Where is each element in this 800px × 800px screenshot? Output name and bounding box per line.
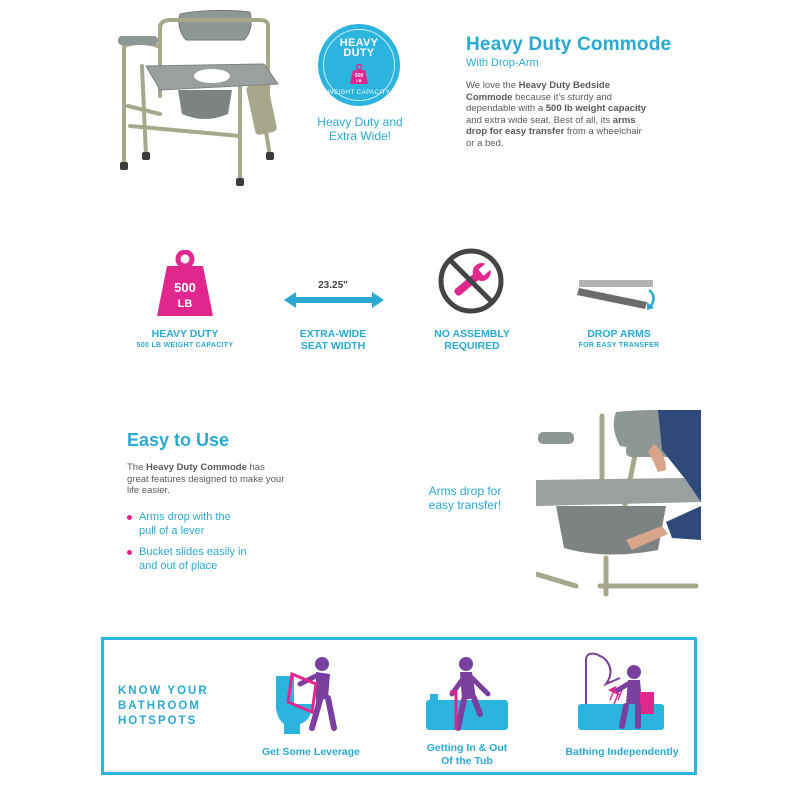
bullet-dot	[127, 515, 132, 520]
list-item: Bucket slides easily in and out of place	[127, 545, 307, 573]
feature-title: NO ASSEMBLY REQUIRED	[434, 328, 510, 352]
badge-weight-number: 500	[354, 73, 364, 79]
tub-person-icon	[424, 654, 510, 745]
width-arrow-icon	[284, 290, 384, 315]
drop-arm-photo	[536, 410, 701, 598]
hotspot-label: Getting In & Out Of the Tub	[426, 742, 508, 767]
feature-extra-wide	[270, 250, 400, 360]
toilet-person-icon	[272, 654, 352, 739]
weight-icon-number: 500	[174, 280, 196, 295]
product-description: We love the Heavy Duty Bedside Commode because it's sturdy and dependable with a 500 lb weight capacity and extra wide seat. Best of all, its arms drop for easy transfer from a wheelchair or a bed.	[466, 80, 647, 149]
bullet-dot	[127, 550, 132, 555]
drop-arm-icon	[577, 278, 659, 323]
transfer-callout: Arms drop for easy transfer!	[428, 484, 502, 512]
hotspot-label: Get Some Leverage	[261, 746, 361, 758]
hotspot-leverage	[248, 648, 374, 772]
list-item: Arms drop with the pull of a lever	[127, 510, 307, 538]
feature-heavy-duty	[120, 250, 250, 360]
feature-title: HEAVY DUTY	[151, 328, 219, 340]
product-title: Heavy Duty Commode	[466, 34, 672, 55]
hero-tagline	[300, 115, 420, 143]
feature-no-assembly	[410, 248, 534, 358]
hero-tagline-line-2: Extra Wide!	[328, 129, 391, 143]
hotspots-heading: KNOW YOUR BATHROOM HOTSPOTS	[118, 685, 209, 727]
badge-caption: WEIGHT CAPACITY	[327, 90, 391, 96]
badge-title-line-2: DUTY	[343, 47, 375, 59]
product-subtitle: With Drop-Arm	[466, 57, 539, 69]
easy-intro: The Heavy Duty Commode has great features designed to make your life easier.	[127, 462, 285, 496]
feature-title: EXTRA-WIDE SEAT WIDTH	[299, 328, 367, 352]
bullet-list	[127, 510, 307, 573]
hero-tagline-line-1: Heavy Duty and	[317, 115, 403, 129]
no-wrench-icon	[438, 248, 504, 319]
hotspot-tub	[404, 648, 530, 772]
hotspot-bathing	[552, 648, 692, 772]
badge-weight-unit: LB	[356, 78, 362, 83]
weight-icon-unit: LB	[177, 298, 193, 310]
easy-to-use-title: Easy to Use	[127, 430, 230, 450]
badge-title-line-1: HEAVY	[339, 37, 379, 49]
seat-width-measure: 23.25"	[318, 280, 348, 291]
feature-subtitle: FOR EASY TRANSFER	[578, 342, 660, 349]
weight-icon	[155, 250, 215, 321]
feature-subtitle: 500 LB WEIGHT CAPACITY	[136, 342, 234, 349]
weight-icon	[350, 64, 368, 89]
hotspot-label: Bathing Independently	[565, 746, 679, 758]
shower-person-icon	[576, 650, 666, 743]
commode-photo	[100, 6, 290, 186]
weight-capacity-badge	[318, 24, 400, 106]
feature-title: DROP ARMS	[587, 328, 651, 340]
feature-drop-arms	[555, 250, 683, 360]
